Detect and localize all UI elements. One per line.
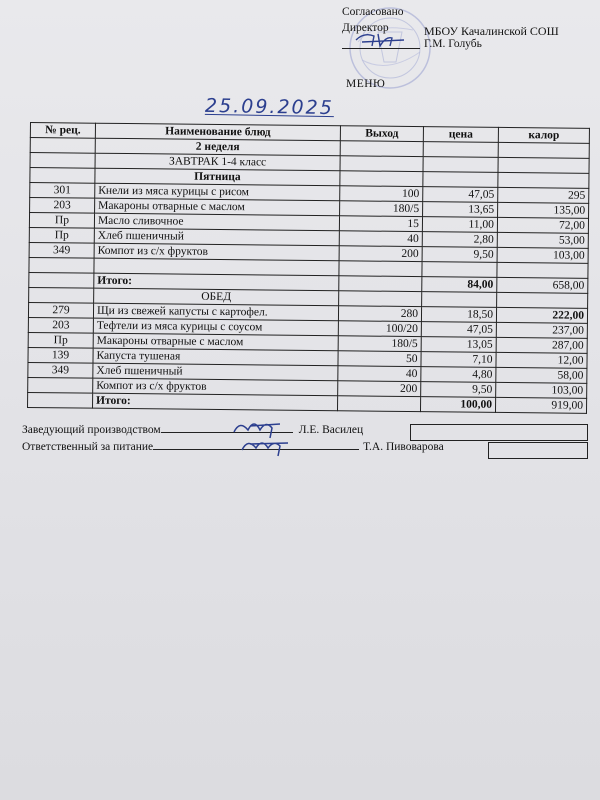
dish-calories: 287,00 [496, 337, 587, 353]
lunch-total-kcal: 919,00 [495, 397, 586, 413]
dish-calories: 222,00 [496, 307, 587, 323]
director-signature-icon [352, 28, 412, 50]
dish-calories: 103,00 [497, 247, 588, 263]
dish-name: Компот из с/х фруктов [93, 378, 338, 396]
lunch-total-label: Итого: [93, 393, 338, 411]
nutrition-signature-icon [236, 432, 292, 458]
portion-output: 200 [338, 381, 421, 397]
dish-price: 18,50 [421, 307, 496, 323]
recipe-number: 349 [28, 362, 93, 378]
day-label: Пятница [95, 168, 340, 186]
dish-calories: 72,00 [497, 217, 588, 233]
dish-name: Щи из свежей капусты с картофел. [93, 303, 338, 321]
dish-price: 47,05 [423, 187, 498, 203]
dish-calories: 53,00 [497, 232, 588, 248]
recipe-number: 349 [29, 242, 94, 258]
dish-price: 2,80 [422, 232, 497, 248]
dish-calories: 103,00 [496, 382, 587, 398]
portion-output: 15 [339, 216, 422, 232]
dish-calories: 12,00 [496, 352, 587, 368]
page-title: МЕНЮ [346, 78, 386, 90]
lunch-label: ОБЕД [94, 288, 339, 306]
breakfast-items [29, 183, 589, 264]
dish-price: 11,00 [422, 217, 497, 233]
recipe-number: Пр [29, 227, 94, 243]
portion-output: 40 [339, 231, 422, 247]
production-label: Заведующий производством [22, 424, 161, 436]
lunch-items [28, 302, 588, 398]
portion-output: 180/5 [340, 201, 423, 217]
dish-calories: 58,00 [496, 367, 587, 383]
dish-price: 7,10 [421, 352, 496, 368]
dish-price: 47,05 [421, 322, 496, 338]
recipe-number: 139 [28, 347, 93, 363]
dish-name: Капуста тушеная [93, 348, 338, 366]
dish-price: 13,65 [423, 202, 498, 218]
portion-output: 180/5 [338, 336, 421, 352]
production-box [410, 424, 588, 441]
production-manager-line [22, 424, 363, 436]
col-rec: № рец. [30, 123, 95, 139]
nutrition-label: Ответственный за питание [22, 441, 154, 453]
menu-table [27, 122, 590, 414]
recipe-number: 203 [28, 317, 93, 333]
col-kcal: калор [498, 127, 589, 143]
lunch-total-price: 100,00 [420, 397, 495, 413]
dish-name: Компот из с/х фруктов [94, 243, 339, 261]
dish-price: 9,50 [421, 382, 496, 398]
menu-date: 25.09.2025 [204, 94, 334, 120]
approved-label: Согласовано [342, 6, 404, 18]
portion-output: 280 [338, 306, 421, 322]
recipe-number [28, 377, 93, 393]
dish-price: 4,80 [421, 367, 496, 383]
dish-name: Масло сливочное [94, 213, 339, 231]
portion-output: 40 [338, 366, 421, 382]
breakfast-label: ЗАВТРАК 1-4 класс [95, 153, 340, 171]
recipe-number: Пр [29, 213, 94, 229]
portion-output: 50 [338, 351, 421, 367]
portion-output: 100/20 [338, 321, 421, 337]
breakfast-total-kcal: 658,00 [497, 277, 588, 293]
recipe-number: 203 [30, 198, 95, 214]
week-label: 2 неделя [95, 138, 340, 156]
dish-price: 9,50 [422, 247, 497, 263]
dish-calories: 237,00 [496, 322, 587, 338]
recipe-number: 301 [30, 183, 95, 199]
breakfast-total-price: 84,00 [422, 277, 497, 293]
portion-output: 200 [339, 246, 422, 262]
col-out: Выход [340, 126, 423, 142]
dish-price: 13,05 [421, 337, 496, 353]
col-price: цена [423, 127, 498, 143]
dish-name: Хлеб пшеничный [94, 228, 339, 246]
director-name: Г.М. Голубь [424, 38, 482, 50]
nutrition-line [22, 441, 444, 453]
recipe-number: Пр [28, 332, 93, 348]
breakfast-total-label: Итого: [94, 273, 339, 291]
recipe-number: 279 [28, 302, 93, 318]
dish-calories: 135,00 [498, 202, 589, 218]
dish-name: Тефтели из мяса курицы с соусом [93, 318, 338, 336]
col-name: Наименование блюд [95, 123, 340, 141]
dish-name: Хлеб пшеничный [93, 363, 338, 381]
dish-name: Макароны отварные с маслом [93, 333, 338, 351]
nutrition-name: Т.А. Пивоварова [363, 441, 444, 453]
dish-name: Кнели из мяса курицы с рисом [95, 183, 340, 201]
portion-output: 100 [340, 186, 423, 202]
director-label: Директор [342, 22, 389, 34]
dish-calories: 295 [498, 187, 589, 203]
nutrition-box [488, 442, 588, 459]
production-name: Л.Е. Василец [298, 424, 364, 436]
school-name: МБОУ Качалинской СОШ [424, 24, 559, 38]
dish-name: Макароны отварные с маслом [95, 198, 340, 216]
